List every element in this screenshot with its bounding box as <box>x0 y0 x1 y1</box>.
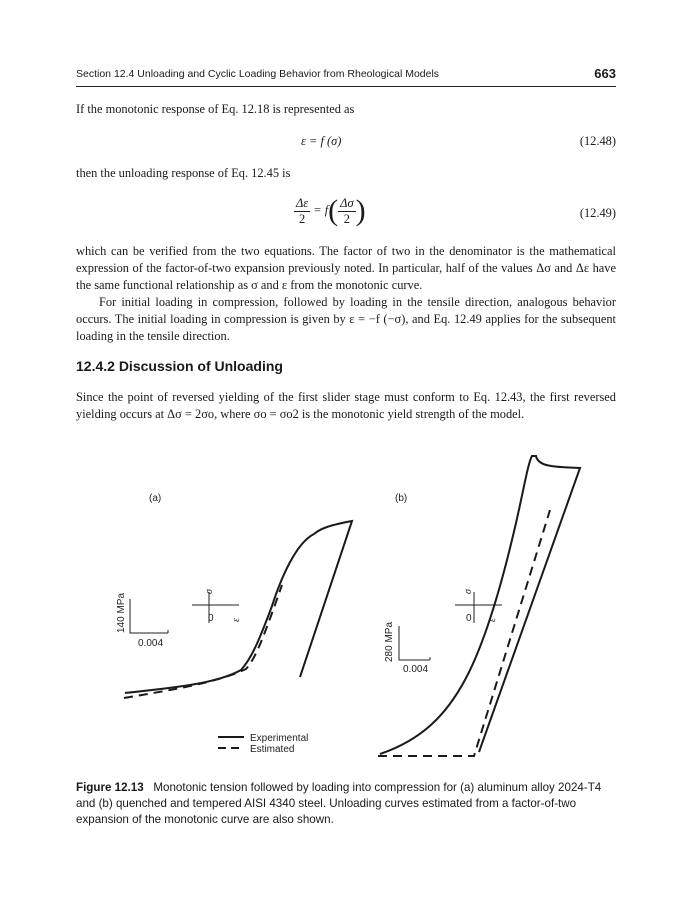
fraction-numerator: Δε <box>296 195 309 210</box>
section-title: Section 12.4 Unloading and Cyclic Loading Behavior from Rheological Models <box>76 68 440 80</box>
figure-caption <box>76 780 616 828</box>
equals-f: = f <box>313 202 329 217</box>
equation-12-48 <box>76 134 616 154</box>
figure-12-13 <box>76 448 616 770</box>
panel-a-experimental-curve <box>125 521 352 693</box>
panel-b-scale-stress: 280 MPa <box>384 621 395 662</box>
caption-label: Figure 12.13 <box>76 781 144 794</box>
paragraph-2: then the unloading response of Eq. 12.45 is <box>76 166 291 180</box>
panel-a <box>116 493 352 698</box>
equation-12-49 <box>76 194 616 234</box>
paragraph-5: Since the point of reversed yielding of the first slider stage must conform to Eq. 12.43, the first reversed yielding occurs at Δσ = 2σo, where σo = σo2 is the monotonic yield strength of the model. <box>76 390 616 421</box>
figure-svg <box>76 448 616 770</box>
legend-estimated: Estimated <box>250 744 295 755</box>
panel-a-scale-stress: 140 MPa <box>116 592 127 633</box>
equation-body: $\frac{\Delta\varepsilon}{2}$ = f( $\frac{\Delta\sigma}{2}$ ) <box>296 194 366 227</box>
panel-b-origin: 0 <box>466 613 472 624</box>
panel-b-eps-label: ε <box>487 618 498 622</box>
fraction-denominator: 2 <box>298 211 306 226</box>
equation-number: (12.49) <box>579 206 616 220</box>
panel-b-sigma-label: σ <box>463 589 474 594</box>
equation-body: ε = f (σ) <box>301 134 342 148</box>
panel-a-scale-strain: 0.004 <box>138 638 164 649</box>
fraction-denominator: 2 <box>343 211 350 226</box>
legend-experimental: Experimental <box>250 733 309 744</box>
caption-text: Monotonic tension followed by loading into compression for (a) aluminum alloy 2024-T4 and (b) quenched and tempered AISI 4340 steel. Unloading curves estimated from a factor-of-two expansion of the monotonic curve are also shown. <box>76 781 602 826</box>
panel-a-label: (a) <box>149 493 162 504</box>
panel-a-eps-label: ε <box>231 618 242 622</box>
equation-number: (12.48) <box>579 134 616 148</box>
paragraph-1: If the monotonic response of Eq. 12.18 is represented as <box>76 102 355 116</box>
paragraph-4: For initial loading in compression, followed by loading in the tensile direction, analogous behavior occurs. The initial loading in compression is given by ε = −f (−σ), and Eq. 12.49 applies for the subsequent loading in the tensile direction. <box>76 295 616 343</box>
panel-a-scale-bar <box>130 599 168 633</box>
page-number: 663 <box>594 66 616 81</box>
panel-a-sigma-label: σ <box>204 589 215 594</box>
paragraph-3: which can be verified from the two equations. The factor of two in the denominator is the mathematical expression of the factor-of-two expansion previously noted. In particular, half of the values Δσ and Δε have the same functional relationship as σ and ε from the monotonic curve. <box>76 244 616 292</box>
panel-b-scale-strain: 0.004 <box>403 664 429 675</box>
fraction-numerator: Δσ <box>340 195 354 210</box>
panel-b <box>378 456 580 756</box>
panel-b-estimated-curve <box>378 510 550 756</box>
legend <box>218 733 308 755</box>
subheading: 12.4.2 Discussion of Unloading <box>76 358 283 374</box>
running-head <box>76 66 616 87</box>
panel-a-origin: 0 <box>208 613 214 624</box>
panel-b-label: (b) <box>395 493 408 504</box>
panel-b-scale-bar <box>399 626 430 660</box>
